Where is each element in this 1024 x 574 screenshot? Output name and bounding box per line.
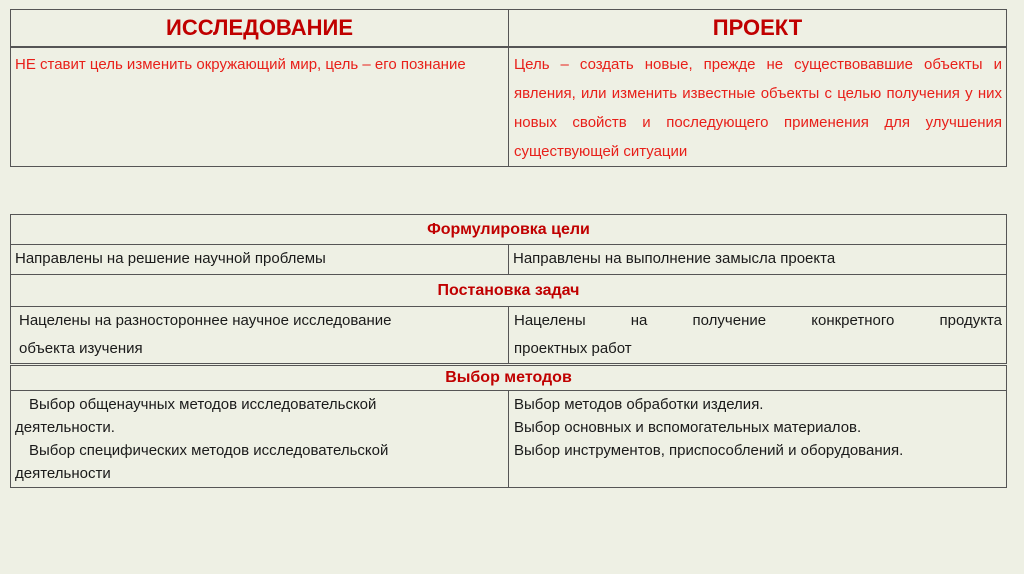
- methods-research-line-3: Выбор специфических методов исследовательской: [29, 442, 389, 459]
- header-project: ПРОЕКТ: [509, 10, 1007, 48]
- tasks-research-line-1: Нацелены на разностороннее научное исследование: [19, 312, 392, 329]
- goal-research-cell: Направлены на решение научной проблемы: [11, 245, 509, 275]
- header-research: ИССЛЕДОВАНИЕ: [11, 10, 509, 48]
- methods-project-cell: [509, 391, 1007, 488]
- tasks-research-line-2: объекта изучения: [19, 340, 143, 357]
- tasks-research-cell: [11, 307, 509, 365]
- tasks-project-cell: [509, 307, 1007, 365]
- comparison-table-bottom: [10, 214, 1007, 488]
- section-methods-title: Выбор методов: [11, 365, 1007, 391]
- tasks-project-line-2: проектных работ: [514, 340, 632, 357]
- methods-project-line-1: Выбор методов обработки изделия.: [514, 396, 764, 413]
- project-goal-text: Цель – создать новые, прежде не существовавшие объекты и явления, или изменить известные объекты с целью получения у них новых свойств и последующего применения для улучшения существующей ситуации: [509, 47, 1007, 167]
- goal-project-cell: Направлены на выполнение замысла проекта: [509, 245, 1007, 275]
- methods-research-line-1: Выбор общенаучных методов исследовательской: [29, 396, 377, 413]
- methods-research-cell: [11, 391, 509, 488]
- methods-research-line-2: деятельности.: [15, 419, 115, 436]
- comparison-table-top: [10, 9, 1007, 167]
- methods-project-line-3: Выбор инструментов, приспособлений и оборудования.: [514, 442, 904, 459]
- research-goal-text: НЕ ставит цель изменить окружающий мир, цель – его познание: [11, 47, 509, 167]
- section-tasks-title: Постановка задач: [11, 275, 1007, 307]
- tasks-project-line-1: Нацелены на получение конкретного продукта: [514, 312, 1002, 329]
- methods-research-line-4: деятельности: [15, 465, 111, 482]
- section-goal-title: Формулировка цели: [11, 215, 1007, 245]
- methods-project-line-2: Выбор основных и вспомогательных материалов.: [514, 419, 862, 436]
